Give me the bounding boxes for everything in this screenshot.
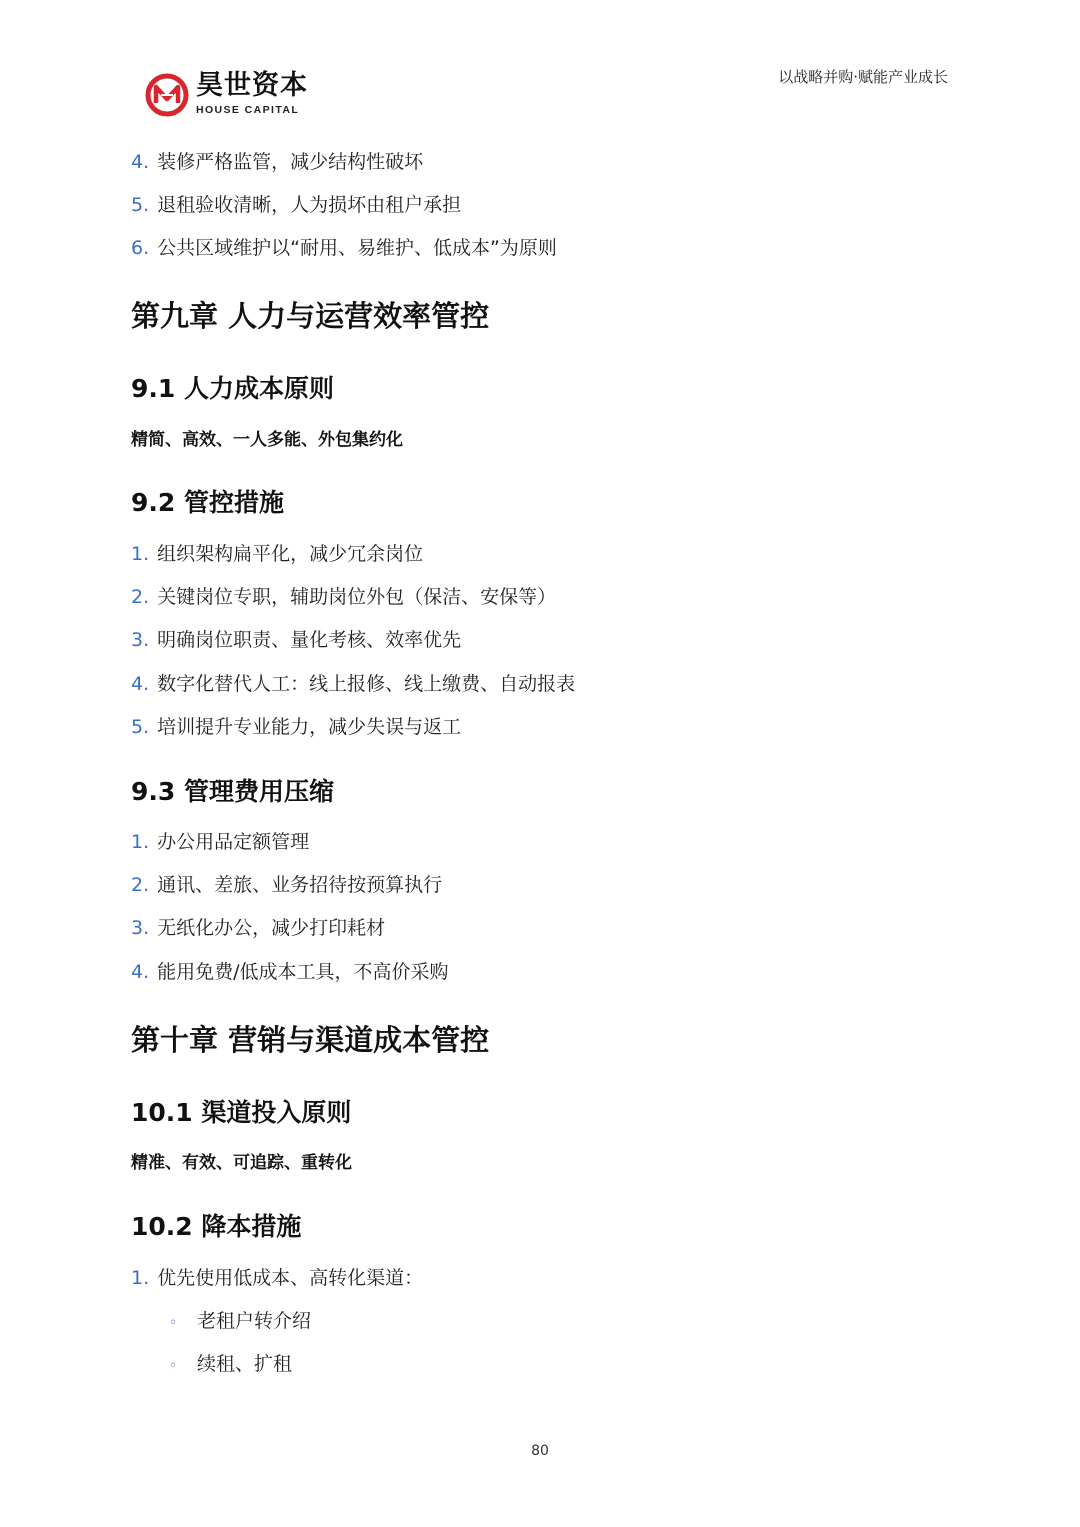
circle-bullet-icon: ◦ — [169, 1315, 178, 1331]
chapter-10-title: 第十章 营销与渠道成本管控 — [131, 1023, 490, 1057]
list-item: 1. 办公用品定额管理 — [131, 831, 310, 853]
section-10-1-principle: 精准、有效、可追踪、重转化 — [131, 1153, 352, 1173]
page-number: 80 — [531, 1443, 549, 1459]
list-item: 1. 组织架构扁平化，减少冗余岗位 — [131, 543, 424, 565]
sub-list-item: ◦ 老租户转介绍 — [169, 1308, 311, 1336]
logo-english-name: HOUSE CAPITAL — [196, 104, 300, 116]
list-item: 1. 优先使用低成本、高转化渠道： — [131, 1267, 424, 1289]
logo-chinese-name: 昊世资本 — [196, 70, 308, 101]
section-10-1-title: 10.1 渠道投入原则 — [131, 1098, 352, 1127]
section-10-2-title: 10.2 降本措施 — [131, 1212, 302, 1241]
list-item: 6. 公共区域维护以“耐用、易维护、低成本”为原则 — [131, 237, 557, 259]
house-capital-logo-icon — [144, 72, 190, 118]
page-header — [0, 0, 1080, 130]
list-item: 4. 数字化替代人工：线上报修、线上缴费、自动报表 — [131, 673, 576, 695]
section-9-1-title: 9.1 人力成本原则 — [131, 374, 334, 403]
circle-bullet-icon: ◦ — [169, 1358, 178, 1374]
list-item: 2. 通讯、差旅、业务招待按预算执行 — [131, 874, 443, 896]
list-item: 3. 无纸化办公，减少打印耗材 — [131, 917, 386, 939]
list-item: 4. 能用免费/低成本工具，不高价采购 — [131, 961, 449, 983]
list-item: 2. 关键岗位专职，辅助岗位外包（保洁、安保等） — [131, 586, 557, 608]
sub-list-item: ◦ 续租、扩租 — [169, 1351, 292, 1379]
company-logo — [144, 70, 324, 122]
list-item: 5. 培训提升专业能力，减少失误与返工 — [131, 716, 462, 738]
list-item: 5. 退租验收清晰，人为损坏由租户承担 — [131, 194, 462, 216]
chapter-9-title: 第九章 人力与运营效率管控 — [131, 299, 490, 333]
header-slogan: 以战略并购·赋能产业成长 — [778, 68, 948, 86]
section-9-3-title: 9.3 管理费用压缩 — [131, 777, 334, 806]
section-9-1-principle: 精简、高效、一人多能、外包集约化 — [131, 430, 403, 450]
section-9-2-title: 9.2 管控措施 — [131, 488, 284, 517]
list-item: 3. 明确岗位职责、量化考核、效率优先 — [131, 629, 462, 651]
list-item: 4. 装修严格监管，减少结构性破坏 — [131, 151, 424, 173]
